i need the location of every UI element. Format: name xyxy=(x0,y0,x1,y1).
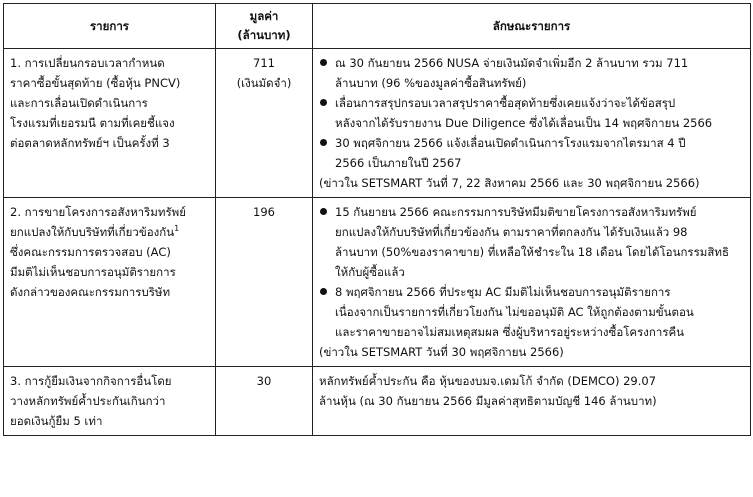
bullet-line: 15 กันยายน 2566 คณะกรรมการบริษัทมีมติขายโครงการอสังหาริมทรัพย์ xyxy=(335,205,697,219)
bullet-item xyxy=(319,282,744,342)
description-cell xyxy=(313,198,751,367)
transaction-table xyxy=(3,3,751,436)
bullet-line: 2566 เป็นภายในปี 2567 xyxy=(335,156,462,170)
value-cell xyxy=(216,367,313,436)
item-line: 1. การเปลี่ยนกรอบเวลากำหนด xyxy=(10,56,165,70)
bullet-line: ยกแปลงให้กับบริษัทที่เกี่ยวข้องกัน ตามราคาที่ตกลงกัน ได้รับเงินแล้ว 98 xyxy=(335,225,688,239)
description-line: ล้านหุ้น (ณ 30 กันยายน 2566 มีมูลค่าสุทธิตามบัญชี 146 ล้านบาท) xyxy=(319,394,657,408)
description-cell xyxy=(313,49,751,198)
bullet-line: ณ 30 กันยายน 2566 NUSA จ่ายเงินมัดจำเพิ่มอีก 2 ล้านบาท รวม 711 xyxy=(335,56,689,70)
bullet-line: และราคาขายอาจไม่สมเหตุสมผล ซึ่งผู้บริหารอยู่ระหว่างซื้อโครงการคืน xyxy=(335,325,685,339)
item-line: ราคาซื้อขั้นสุดท้าย (ซื้อหุ้น PNCV) xyxy=(10,76,181,90)
bullet-icon xyxy=(320,208,327,215)
bullet-line: 8 พฤศจิกายน 2566 ที่ประชุม AC มีมติไม่เห็นชอบการอนุมัติรายการ xyxy=(335,285,671,299)
value-note: (เงินมัดจำ) xyxy=(236,76,292,90)
value-amount: 711 xyxy=(253,56,275,70)
bullet-line: ล้านบาท (50%ของราคาขาย) ที่เหลือให้ชำระใน 18 เดือน โดยได้โอนกรรมสิทธิ xyxy=(335,245,729,259)
footnote-mark: 1 xyxy=(174,224,180,234)
header-value xyxy=(216,4,313,49)
bullet-item xyxy=(319,93,744,133)
header-item: รายการ xyxy=(4,4,216,49)
item-line: มีมติไม่เห็นชอบการอนุมัติรายการ xyxy=(10,265,176,279)
item-line: 2. การขายโครงการอสังหาริมทรัพย์ xyxy=(10,205,186,219)
item-line: และการเลื่อนเปิดดำเนินการ xyxy=(10,96,148,110)
value-cell xyxy=(216,49,313,198)
item-line: ดังกล่าวของคณะกรรมการบริษัท xyxy=(10,285,171,299)
bullet-icon xyxy=(320,288,327,295)
item-cell xyxy=(4,49,216,198)
item-line: 3. การกู้ยืมเงินจากกิจการอื่นโดย xyxy=(10,374,172,388)
bullet-item xyxy=(319,53,744,93)
transaction-table-container xyxy=(3,3,750,436)
value-cell xyxy=(216,198,313,367)
bullet-line: เลื่อนการสรุปกรอบเวลาสรุปราคาซื้อสุดท้ายซึ่งเคยแจ้งว่าจะได้ข้อสรุป xyxy=(335,96,676,110)
bullet-item xyxy=(319,133,744,173)
item-line: ซึ่งคณะกรรมการตรวจสอบ (AC) xyxy=(10,245,171,259)
item-cell xyxy=(4,198,216,367)
item-line: วางหลักทรัพย์ค้ำประกันเกินกว่า xyxy=(10,394,166,408)
header-value-line1: มูลค่า xyxy=(249,9,279,23)
source-note: (ข่าวใน SETSMART วันที่ 30 พฤศจิกายน 2566) xyxy=(319,345,564,359)
value-amount: 196 xyxy=(253,205,275,219)
bullet-icon xyxy=(320,99,327,106)
item-line: ยอดเงินกู้ยืม 5 เท่า xyxy=(10,414,103,428)
bullet-line: หลังจากได้รับรายงาน Due Diligence ซึ่งได้เลื่อนเป็น 14 พฤศจิกายน 2566 xyxy=(335,116,713,130)
bullet-line: 30 พฤศจิกายน 2566 แจ้งเลื่อนเปิดดำเนินการโรงแรมจากไตรมาส 4 ปี xyxy=(335,136,686,150)
description-cell xyxy=(313,367,751,436)
item-line xyxy=(10,222,209,242)
source-note: (ข่าวใน SETSMART วันที่ 7, 22 สิงหาคม 2566 และ 30 พฤศจิกายน 2566) xyxy=(319,176,700,190)
header-value-line2: (ล้านบาท) xyxy=(237,28,291,42)
item-line-text: ยกแปลงให้กับบริษัทที่เกี่ยวข้องกัน xyxy=(10,225,175,239)
header-row xyxy=(4,4,751,49)
value-amount: 30 xyxy=(256,374,272,388)
bullet-icon xyxy=(320,59,327,66)
bullet-line: ล้านบาท (96 %ของมูลค่าซื้อสินทรัพย์) xyxy=(335,76,527,90)
item-cell xyxy=(4,367,216,436)
description-line: หลักทรัพย์ค้ำประกัน คือ หุ้นของบมจ.เดมโก้ จำกัด (DEMCO) 29.07 xyxy=(319,374,657,388)
bullet-icon xyxy=(320,139,327,146)
bullet-line: ให้กับผู้ซื้อแล้ว xyxy=(335,265,405,279)
bullet-line: เนื่องจากเป็นรายการที่เกี่ยวโยงกัน ไม่ขออนุมัติ AC ให้ถูกต้องตามขั้นตอน xyxy=(335,305,694,319)
table-row xyxy=(4,198,751,367)
header-description: ลักษณะรายการ xyxy=(313,4,751,49)
bullet-item xyxy=(319,202,744,282)
item-line: ต่อตลาดหลักทรัพย์ฯ เป็นครั้งที่ 3 xyxy=(10,136,170,150)
table-row xyxy=(4,367,751,436)
table-row xyxy=(4,49,751,198)
item-line: โรงแรมที่เยอรมนี ตามที่เคยชี้แจง xyxy=(10,116,175,130)
